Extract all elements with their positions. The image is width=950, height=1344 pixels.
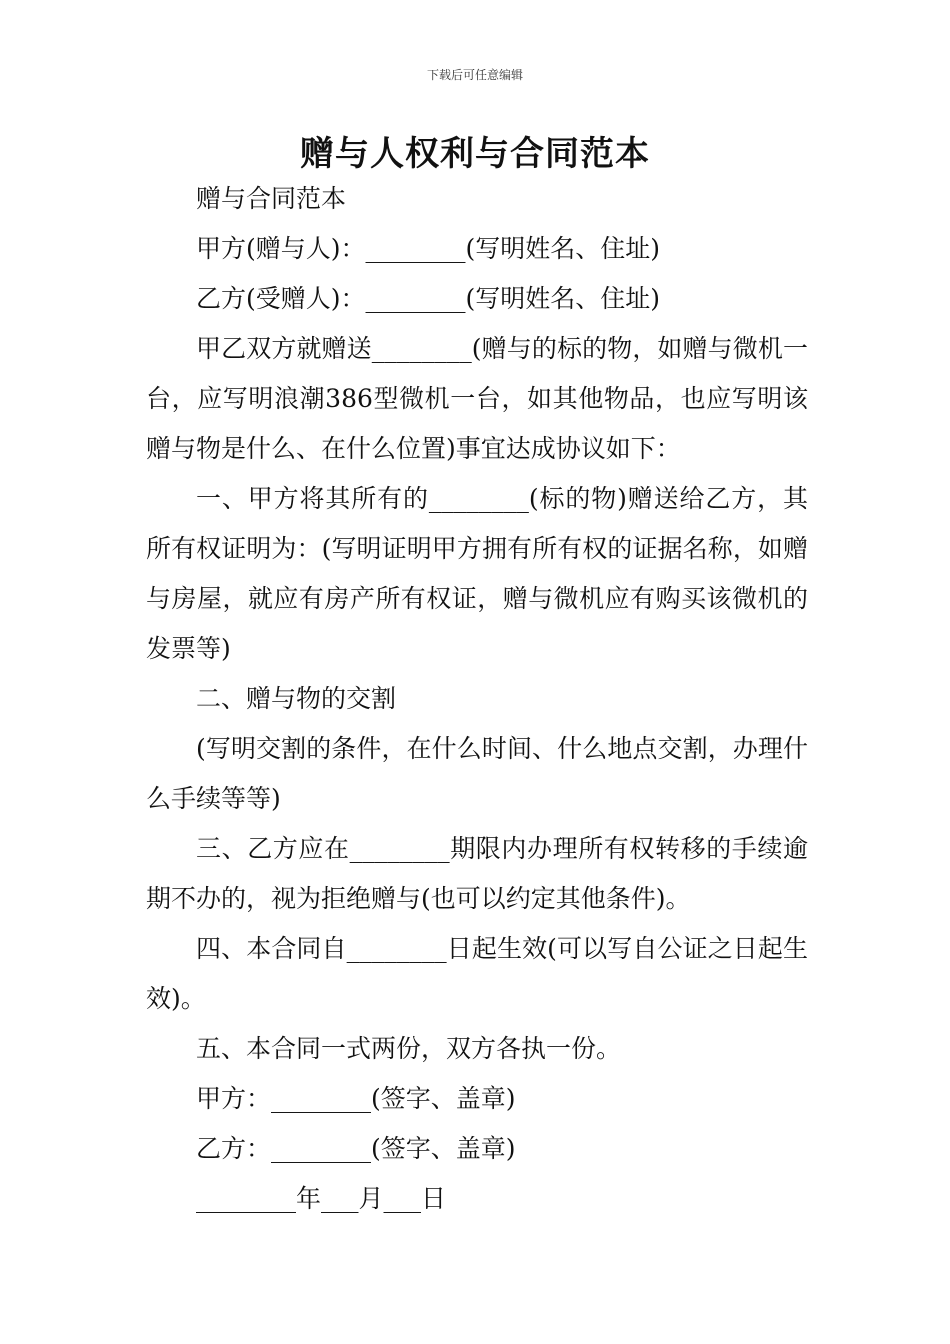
paragraph-party-b: 乙方(受赠人)：________(写明姓名、住址)	[196, 284, 661, 313]
paragraph-clause-4: 四、本合同自________日起生效(可以写自公证之日起生效)。	[146, 934, 808, 1013]
paragraph-clause-3: 三、乙方应在________期限内办理所有权转移的手续逾期不办的，视为拒绝赠与(也可以约定其他条件)。	[146, 834, 808, 913]
document-title: 赠与人权利与合同范本	[300, 134, 650, 174]
paragraph-clause-1: 一、甲方将其所有的________(标的物)赠送给乙方，其所有权证明为：(写明证明甲方拥有所有权的证据名称，如赠与房屋，就应有房产所有权证，赠与微机应有购买该微机的发票等)	[146, 484, 808, 663]
paragraph-clause-5: 五、本合同一式两份，双方各执一份。	[196, 1034, 622, 1063]
document-body	[146, 174, 808, 1224]
signature-date: ________年___月___日	[196, 1184, 447, 1213]
signature-party-b: 乙方：________(签字、盖章)	[196, 1134, 516, 1163]
paragraph-party-a: 甲方(赠与人)：________(写明姓名、住址)	[196, 234, 661, 263]
paragraph-subtitle: 赠与合同范本	[196, 184, 347, 213]
paragraph-clause-2-body: (写明交割的条件，在什么时间、什么地点交割，办理什么手续等等)	[146, 734, 808, 813]
paragraph-clause-2-heading: 二、赠与物的交割	[196, 684, 397, 713]
paragraph-preamble: 甲乙双方就赠送________(赠与的标的物，如赠与微机一台，应写明浪潮386型微机一台，如其他物品，也应写明该赠与物是什么、在什么位置)事宜达成协议如下：	[146, 334, 808, 463]
signature-party-a: 甲方：________(签字、盖章)	[196, 1084, 516, 1113]
header-note: 下载后可任意编辑	[426, 68, 523, 82]
